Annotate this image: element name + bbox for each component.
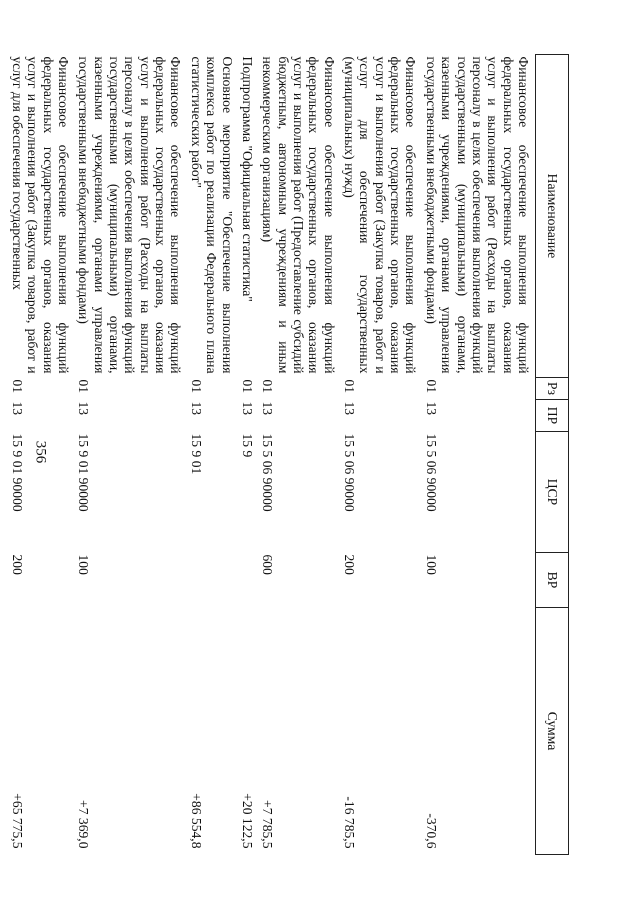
row-pr: 13 bbox=[239, 401, 255, 416]
budget-table bbox=[9, 54, 570, 855]
row-name: Финансовое обеспечение выполнения функций федеральных государственных органов, оказания услуг и выполнения работ (Расходы на выплаты персоналу в целях обеспечения выполнения функций государственными (муниципальными) органами, казенными учреждениями, органами управления государственными внебюджетными фондами) bbox=[423, 56, 531, 374]
row-rz: 01 bbox=[260, 379, 276, 394]
row-sum: +7 369,0 bbox=[76, 800, 92, 849]
row-name: Подпрограмма "Официальная статистика" bbox=[239, 56, 255, 302]
table-header-row bbox=[536, 55, 569, 855]
row-csr: 15 5 06 90000 bbox=[260, 433, 276, 512]
header-pr: ПР bbox=[536, 400, 569, 432]
row-vr: 200 bbox=[9, 554, 25, 575]
row-rz: 01 bbox=[9, 379, 25, 394]
row-vr bbox=[187, 553, 238, 608]
row-csr: 15 9 bbox=[239, 433, 255, 458]
row-rz: 01 bbox=[188, 379, 204, 394]
table-row bbox=[9, 55, 75, 855]
row-name: Финансовое обеспечение выполнения функций федеральных государственных органов, оказания услуг и выполнения работ (Закупка товаров, работ и услуг для обеспечения государственных bbox=[9, 56, 71, 374]
row-csr: 15 9 01 90000 bbox=[76, 433, 92, 512]
row-csr: 15 9 01 bbox=[188, 433, 204, 475]
row-rz: 01 bbox=[342, 379, 358, 394]
row-sum: -370,6 bbox=[423, 813, 439, 849]
row-pr: 13 bbox=[342, 401, 358, 416]
row-name: Основное мероприятие "Обеспечение выполнения комплекса работ по реализации Федерального плана статистических работ" bbox=[188, 56, 235, 374]
row-vr: 100 bbox=[423, 554, 439, 575]
row-vr: 600 bbox=[260, 554, 276, 575]
page-number: 356 bbox=[32, 440, 49, 464]
table-row bbox=[259, 55, 341, 855]
row-pr: 13 bbox=[260, 401, 276, 416]
row-sum: +65 775,5 bbox=[9, 793, 25, 849]
row-csr: 15 5 06 90000 bbox=[342, 433, 358, 512]
row-sum: +20 122,5 bbox=[239, 793, 255, 849]
table-row bbox=[239, 55, 259, 855]
row-pr: 13 bbox=[188, 401, 204, 416]
header-csr: ЦСР bbox=[536, 432, 569, 553]
table-row bbox=[341, 55, 423, 855]
row-rz: 01 bbox=[239, 379, 255, 394]
row-vr: 200 bbox=[342, 554, 358, 575]
row-rz: 01 bbox=[423, 379, 439, 394]
table-row bbox=[75, 55, 188, 855]
row-vr: 100 bbox=[76, 554, 92, 575]
row-csr: 15 5 06 90000 bbox=[423, 433, 439, 512]
row-sum: -16 785,5 bbox=[342, 796, 358, 849]
row-sum: +7 785,5 bbox=[260, 800, 276, 849]
row-rz: 01 bbox=[76, 379, 92, 394]
header-name: Наименование bbox=[536, 55, 569, 378]
row-csr: 15 9 01 90000 bbox=[9, 433, 25, 512]
row-name: Финансовое обеспечение выполнения функций федеральных государственных органов, оказания услуг и выполнения работ (Закупка товаров, работ и услуг для обеспечения государственных (муниципальных) нужд) bbox=[342, 56, 419, 374]
row-vr bbox=[239, 553, 259, 608]
header-rz: Рз bbox=[536, 378, 569, 400]
row-pr: 13 bbox=[9, 401, 25, 416]
row-pr: 13 bbox=[76, 401, 92, 416]
table-row bbox=[187, 55, 238, 855]
row-sum: +86 554,8 bbox=[188, 793, 204, 849]
row-name: Финансовое обеспечение выполнения функций федеральных государственных органов, оказания услуг и выполнения работ (Расходы на выплаты персоналу в целях обеспечения выполнения функций государственными (муниципальными) органами, казенными учреждениями, органами управления государственными внебюджетными фондами) bbox=[76, 56, 184, 374]
row-pr: 13 bbox=[423, 401, 439, 416]
header-vr: ВР bbox=[536, 553, 569, 608]
row-name: Финансовое обеспечение выполнения функций федеральных государственных органов, оказания услуг и выполнения работ (Предоставление субсидий бюджетным, автономным учреждениям и иным некоммерческим организациям) bbox=[260, 56, 337, 374]
header-sum: Сумма bbox=[536, 608, 569, 855]
table-row bbox=[422, 55, 535, 855]
